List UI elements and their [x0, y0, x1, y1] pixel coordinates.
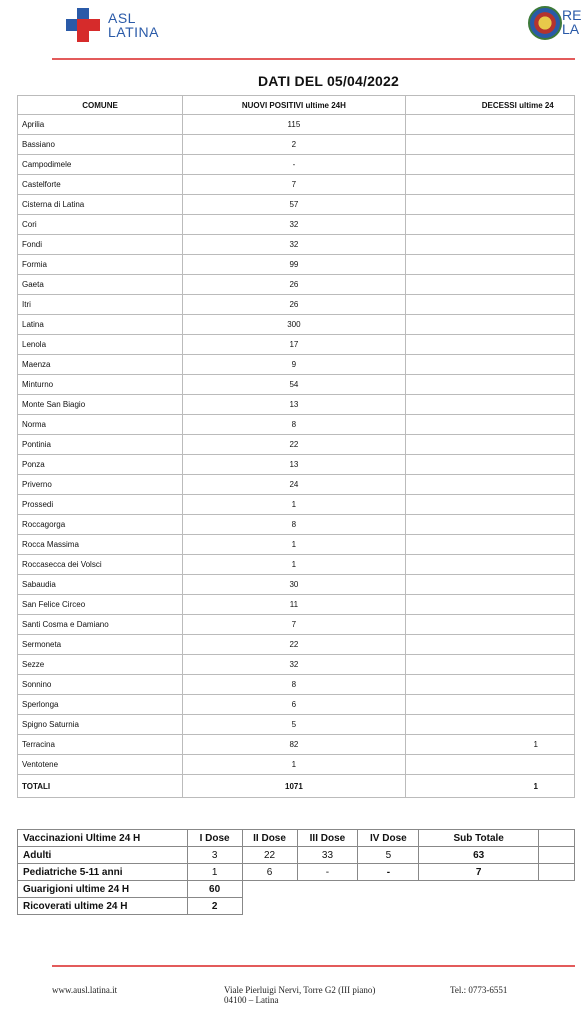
row-comune: Itri [18, 295, 183, 315]
asl-latina-logo [64, 4, 159, 46]
row-positivi: 1 [183, 555, 406, 575]
row-comune: Sabaudia [18, 575, 183, 595]
table-row [18, 415, 575, 435]
guarigioni-label: Guarigioni ultime 24 H [18, 881, 188, 898]
table-row [18, 555, 575, 575]
row-comune: Ponza [18, 455, 183, 475]
row-decessi [405, 215, 574, 235]
row-positivi: 26 [183, 275, 406, 295]
table-row [18, 175, 575, 195]
row-decessi [405, 575, 574, 595]
row-decessi [405, 155, 574, 175]
row-positivi: 5 [183, 715, 406, 735]
vax-header-dose2: II Dose [242, 830, 297, 847]
vax-header-dose1: I Dose [187, 830, 242, 847]
row-positivi: 22 [183, 635, 406, 655]
row-comune: Santi Cosma e Damiano [18, 615, 183, 635]
row-decessi [405, 255, 574, 275]
row-decessi [405, 415, 574, 435]
table-row [18, 275, 575, 295]
vax-adulti-dose1: 3 [187, 847, 242, 864]
table-row [18, 135, 575, 155]
vax-extra-cell [539, 847, 575, 864]
row-decessi [405, 355, 574, 375]
row-comune: Sermoneta [18, 635, 183, 655]
vax-adulti-dose4: 5 [358, 847, 419, 864]
row-positivi: 26 [183, 295, 406, 315]
guarigioni-row [18, 881, 575, 898]
positivi-table [17, 95, 575, 798]
vax-adulti-subtotal: 63 [419, 847, 539, 864]
row-decessi [405, 515, 574, 535]
row-comune: Campodimele [18, 155, 183, 175]
footer-address [224, 985, 375, 1005]
row-comune: Sonnino [18, 675, 183, 695]
ricoverati-label: Ricoverati ultime 24 H [18, 898, 188, 915]
table-row [18, 455, 575, 475]
vax-extra-cell [539, 864, 575, 881]
vax-adulti-label: Adulti [18, 847, 188, 864]
row-decessi [405, 295, 574, 315]
row-decessi [405, 315, 574, 335]
table-header-row [18, 96, 575, 115]
row-decessi [405, 655, 574, 675]
table-row [18, 215, 575, 235]
row-comune: Minturno [18, 375, 183, 395]
region-logo-line1: RE [562, 7, 581, 23]
row-decessi [405, 615, 574, 635]
row-decessi [405, 535, 574, 555]
row-positivi: 8 [183, 675, 406, 695]
table-row [18, 195, 575, 215]
row-comune: San Felice Circeo [18, 595, 183, 615]
table-row [18, 435, 575, 455]
row-positivi: 13 [183, 455, 406, 475]
table-row [18, 515, 575, 535]
row-comune: Fondi [18, 235, 183, 255]
row-positivi: 7 [183, 175, 406, 195]
table-body [18, 115, 575, 775]
row-positivi: 22 [183, 435, 406, 455]
row-decessi [405, 275, 574, 295]
vax-pediatriche-dose2: 6 [242, 864, 297, 881]
row-comune: Formia [18, 255, 183, 275]
row-positivi: 1 [183, 535, 406, 555]
row-positivi: 1 [183, 755, 406, 775]
row-positivi: 32 [183, 215, 406, 235]
row-positivi: 32 [183, 235, 406, 255]
row-comune: Norma [18, 415, 183, 435]
region-logo-text [562, 8, 581, 36]
vax-pediatriche-dose4: - [358, 864, 419, 881]
row-comune: Ventotene [18, 755, 183, 775]
vax-header-title: Vaccinazioni Ultime 24 H [18, 830, 188, 847]
row-comune: Sperlonga [18, 695, 183, 715]
row-decessi [405, 235, 574, 255]
row-positivi: 9 [183, 355, 406, 375]
totals-label: TOTALI [18, 775, 183, 798]
row-decessi [405, 115, 574, 135]
row-positivi: 54 [183, 375, 406, 395]
row-decessi [405, 175, 574, 195]
region-logo-line2: LA [562, 21, 580, 37]
table-row [18, 235, 575, 255]
row-comune: Prossedi [18, 495, 183, 515]
row-decessi [405, 555, 574, 575]
row-decessi [405, 135, 574, 155]
row-comune: Cisterna di Latina [18, 195, 183, 215]
col-header-comune: COMUNE [18, 96, 183, 115]
vax-adulti-dose2: 22 [242, 847, 297, 864]
footer-divider [52, 965, 575, 967]
row-decessi: 1 [405, 735, 574, 755]
vax-pediatriche-dose1: 1 [187, 864, 242, 881]
row-positivi: - [183, 155, 406, 175]
vax-extra-cell [539, 830, 575, 847]
col-header-decessi: DECESSI ultime 24 [405, 96, 574, 115]
row-comune: Priverno [18, 475, 183, 495]
totals-row [18, 775, 575, 798]
row-decessi [405, 395, 574, 415]
row-comune: Cori [18, 215, 183, 235]
table-row [18, 615, 575, 635]
asl-logo-text [108, 11, 159, 39]
table-row [18, 295, 575, 315]
table-row [18, 375, 575, 395]
row-decessi [405, 635, 574, 655]
row-positivi: 8 [183, 415, 406, 435]
table-row [18, 355, 575, 375]
ricoverati-row [18, 898, 575, 915]
totals-decessi: 1 [405, 775, 574, 798]
row-comune: Rocca Massima [18, 535, 183, 555]
footer-address-line2: 04100 – Latina [224, 995, 279, 1005]
row-positivi: 57 [183, 195, 406, 215]
row-comune: Maenza [18, 355, 183, 375]
guarigioni-value: 60 [187, 881, 242, 898]
row-decessi [405, 695, 574, 715]
row-comune: Pontinia [18, 435, 183, 455]
row-decessi [405, 435, 574, 455]
row-decessi [405, 475, 574, 495]
row-decessi [405, 455, 574, 475]
asl-logo-line2: LATINA [108, 24, 159, 40]
footer-phone: Tel.: 0773-6551 [450, 985, 508, 995]
row-positivi: 11 [183, 595, 406, 615]
asl-cross-icon [64, 6, 102, 44]
row-comune: Roccagorga [18, 515, 183, 535]
row-positivi: 8 [183, 515, 406, 535]
table-row [18, 115, 575, 135]
row-positivi: 115 [183, 115, 406, 135]
row-positivi: 7 [183, 615, 406, 635]
row-decessi [405, 495, 574, 515]
table-row [18, 595, 575, 615]
row-positivi: 24 [183, 475, 406, 495]
table-row [18, 735, 575, 755]
row-decessi [405, 715, 574, 735]
row-decessi [405, 675, 574, 695]
row-comune: Bassiano [18, 135, 183, 155]
table-row [18, 335, 575, 355]
table-row [18, 495, 575, 515]
vax-pediatriche-dose3: - [297, 864, 358, 881]
asl-logo-line1: ASL [108, 10, 136, 26]
vax-row-pediatriche [18, 864, 575, 881]
vax-header-dose3: III Dose [297, 830, 358, 847]
vax-pediatriche-label: Pediatriche 5-11 anni [18, 864, 188, 881]
row-comune: Lenola [18, 335, 183, 355]
col-header-positivi: NUOVI POSITIVI ultime 24H [183, 96, 406, 115]
row-decessi [405, 375, 574, 395]
vax-adulti-dose3: 33 [297, 847, 358, 864]
footer-website: www.ausl.latina.it [52, 985, 118, 995]
table-row [18, 575, 575, 595]
page-title: DATI DEL 05/04/2022 [258, 73, 400, 89]
vax-header-subtotal: Sub Totale [419, 830, 539, 847]
row-comune: Castelforte [18, 175, 183, 195]
vax-header-dose4: IV Dose [358, 830, 419, 847]
row-decessi [405, 195, 574, 215]
table-row [18, 475, 575, 495]
row-comune: Monte San Biagio [18, 395, 183, 415]
row-positivi: 99 [183, 255, 406, 275]
regione-lazio-emblem-icon [528, 6, 562, 40]
row-positivi: 2 [183, 135, 406, 155]
table-row [18, 155, 575, 175]
table-row [18, 695, 575, 715]
row-comune: Gaeta [18, 275, 183, 295]
vax-row-adulti [18, 847, 575, 864]
row-positivi: 82 [183, 735, 406, 755]
row-positivi: 13 [183, 395, 406, 415]
row-decessi [405, 335, 574, 355]
row-positivi: 30 [183, 575, 406, 595]
row-comune: Sezze [18, 655, 183, 675]
vax-pediatriche-subtotal: 7 [419, 864, 539, 881]
vaccination-table [17, 829, 575, 915]
table-row [18, 675, 575, 695]
row-comune: Latina [18, 315, 183, 335]
row-positivi: 32 [183, 655, 406, 675]
table-row [18, 255, 575, 275]
table-row [18, 655, 575, 675]
header-divider [52, 58, 575, 60]
row-comune: Terracina [18, 735, 183, 755]
vax-header-row [18, 830, 575, 847]
row-comune: Roccasecca dei Volsci [18, 555, 183, 575]
table-row [18, 535, 575, 555]
table-row [18, 395, 575, 415]
row-positivi: 17 [183, 335, 406, 355]
row-decessi [405, 595, 574, 615]
row-positivi: 6 [183, 695, 406, 715]
row-comune: Aprilia [18, 115, 183, 135]
table-row [18, 635, 575, 655]
row-positivi: 300 [183, 315, 406, 335]
table-row [18, 755, 575, 775]
row-positivi: 1 [183, 495, 406, 515]
row-decessi [405, 755, 574, 775]
row-comune: Spigno Saturnia [18, 715, 183, 735]
footer-address-line1: Viale Pierluigi Nervi, Torre G2 (III piano) [224, 985, 376, 995]
ricoverati-value: 2 [187, 898, 242, 915]
table-row [18, 715, 575, 735]
table-row [18, 315, 575, 335]
totals-positivi: 1071 [183, 775, 406, 798]
